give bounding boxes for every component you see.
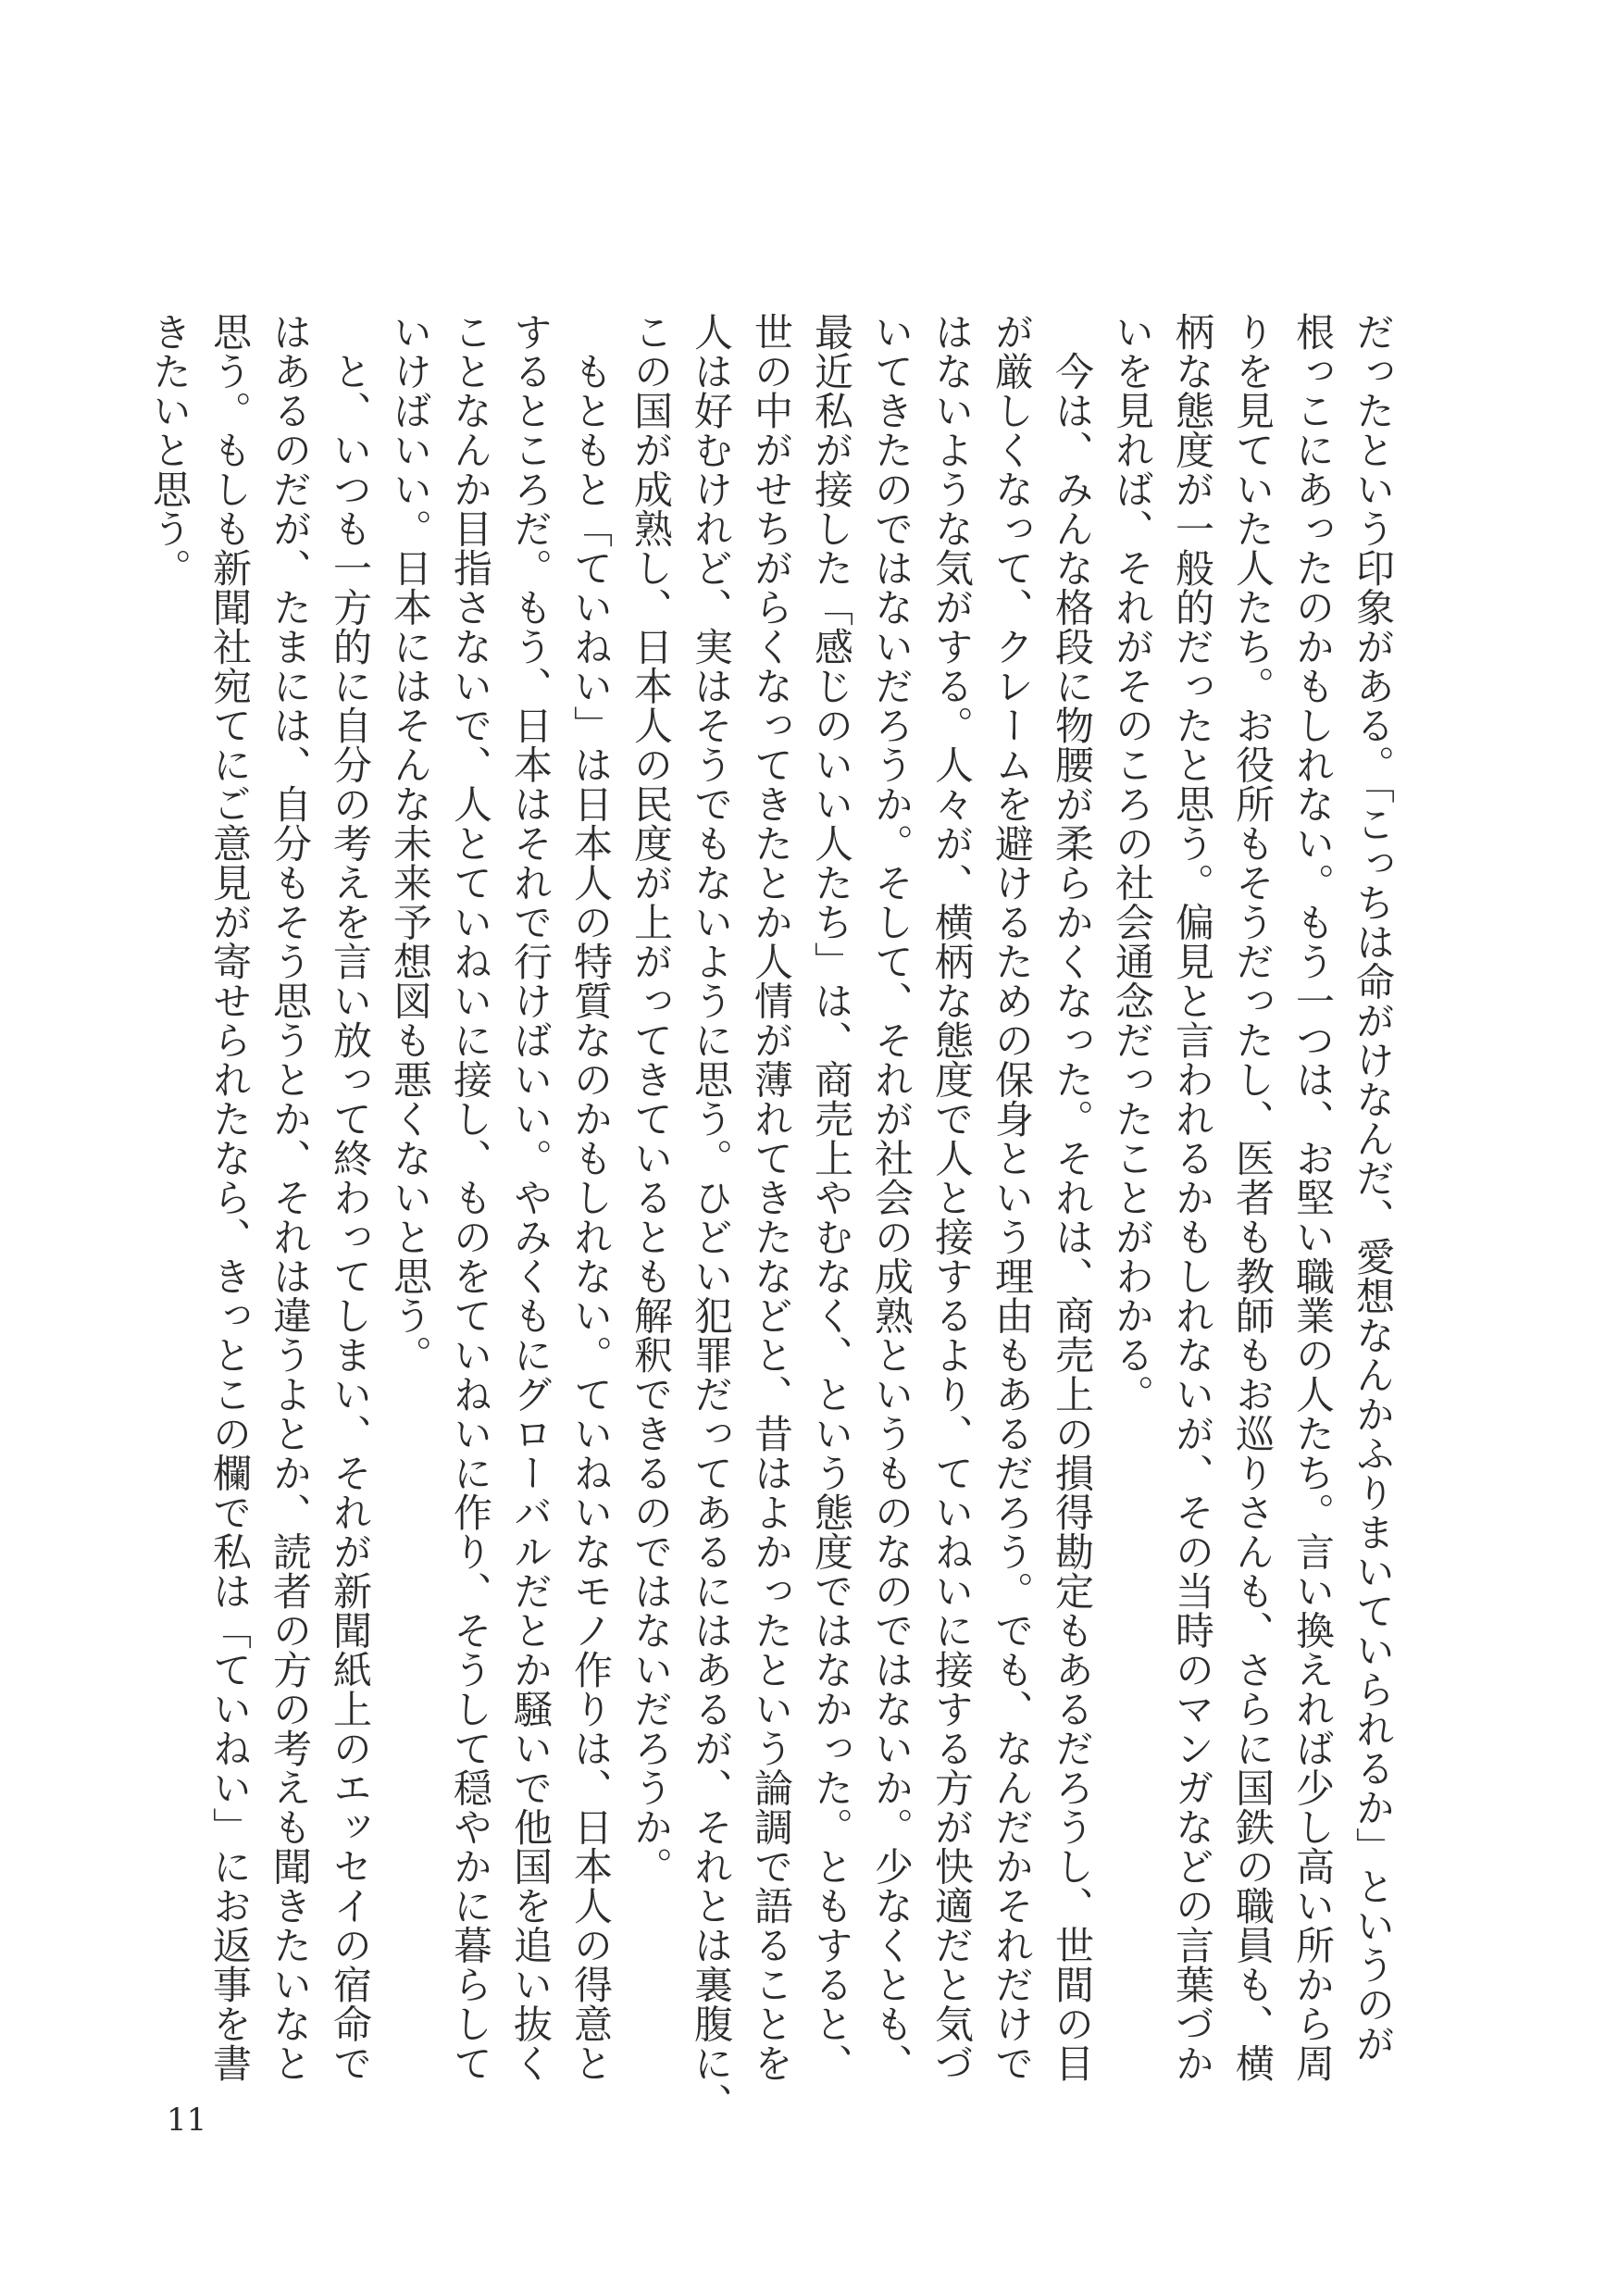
text-line: と、いつも一方的に自分の考えを言い放って終わってしまい、それが新聞紙上のエッセイの宿命で	[328, 312, 373, 2083]
text-line: りを見ていた人たち。お役所もそうだったし、医者も教師もお巡りさんも、さらに国鉄の職員も、横	[1230, 312, 1276, 2083]
text-line: 最近私が接した「感じのいい人たち」は、商売上やむなく、という態度ではなかった。ともすると、	[809, 312, 854, 2083]
text-line: 人は好むけれど、実はそうでもないように思う。ひどい犯罪だってあるにはあるが、それとは裏腹に、	[689, 312, 734, 2122]
text-line: 柄な態度が一般的だったと思う。偏見と言われるかもしれないが、その当時のマンガなどの言葉づか	[1170, 312, 1215, 2083]
text-line: するところだ。もう、日本はそれで行けばいい。やみくもにグローバルだとか騒いで他国を追い抜く	[508, 312, 554, 2083]
text-line: きたいと思う。	[147, 312, 193, 588]
text-line: いを見れば、それがそのころの社会通念だったことがわかる。	[1110, 312, 1155, 1414]
text-line: だったという印象がある。「こっちは命がけなんだ、愛想なんかふりまいていられるか」というのが	[1350, 312, 1396, 2064]
text-line: 思う。もしも新聞社宛てにご意見が寄せられたなら、きっとこの欄で私は「ていねい」にお返事を書	[207, 312, 253, 2083]
text-line: 根っこにあったのかもしれない。もう一つは、お堅い職業の人たち。言い換えれば少し高い所から周	[1290, 312, 1336, 2083]
text-line: いてきたのではないだろうか。そして、それが社会の成熟というものなのではないか。少なくとも、	[869, 312, 915, 2083]
text-line: はないような気がする。人々が、横柄な態度で人と接するより、ていねいに接する方が快適だと気づ	[929, 312, 975, 2083]
text-line: この国が成熟し、日本人の民度が上がってきているとも解釈できるのではないだろうか。	[629, 312, 674, 1886]
text-line: ことなんか目指さないで、人とていねいに接し、ものをていねいに作り、そうして穏やかに暮らして	[448, 312, 493, 2083]
text-line: が厳しくなって、クレームを避けるための保身という理由もあるだろう。でも、なんだかそれだけで	[989, 312, 1035, 2083]
page-number: 11	[167, 2102, 207, 2139]
text-line: 世の中がせちがらくなってきたとか人情が薄れてきたなどと、昔はよかったという論調で語ることを	[749, 312, 794, 2083]
text-line: 今は、みんな格段に物腰が柔らかくなった。それは、商売上の損得勘定もあるだろうし、世間の目	[1050, 312, 1095, 2083]
text-line: いけばいい。日本にはそんな未来予想図も悪くないと思う。	[388, 312, 433, 1375]
text-line: はあるのだが、たまには、自分もそう思うとか、それは違うよとか、読者の方の考えも聞きたいなと	[268, 312, 313, 2083]
text-line: もともと「ていねい」は日本人の特質なのかもしれない。ていねいなモノ作りは、日本人の得意と	[568, 312, 614, 2083]
